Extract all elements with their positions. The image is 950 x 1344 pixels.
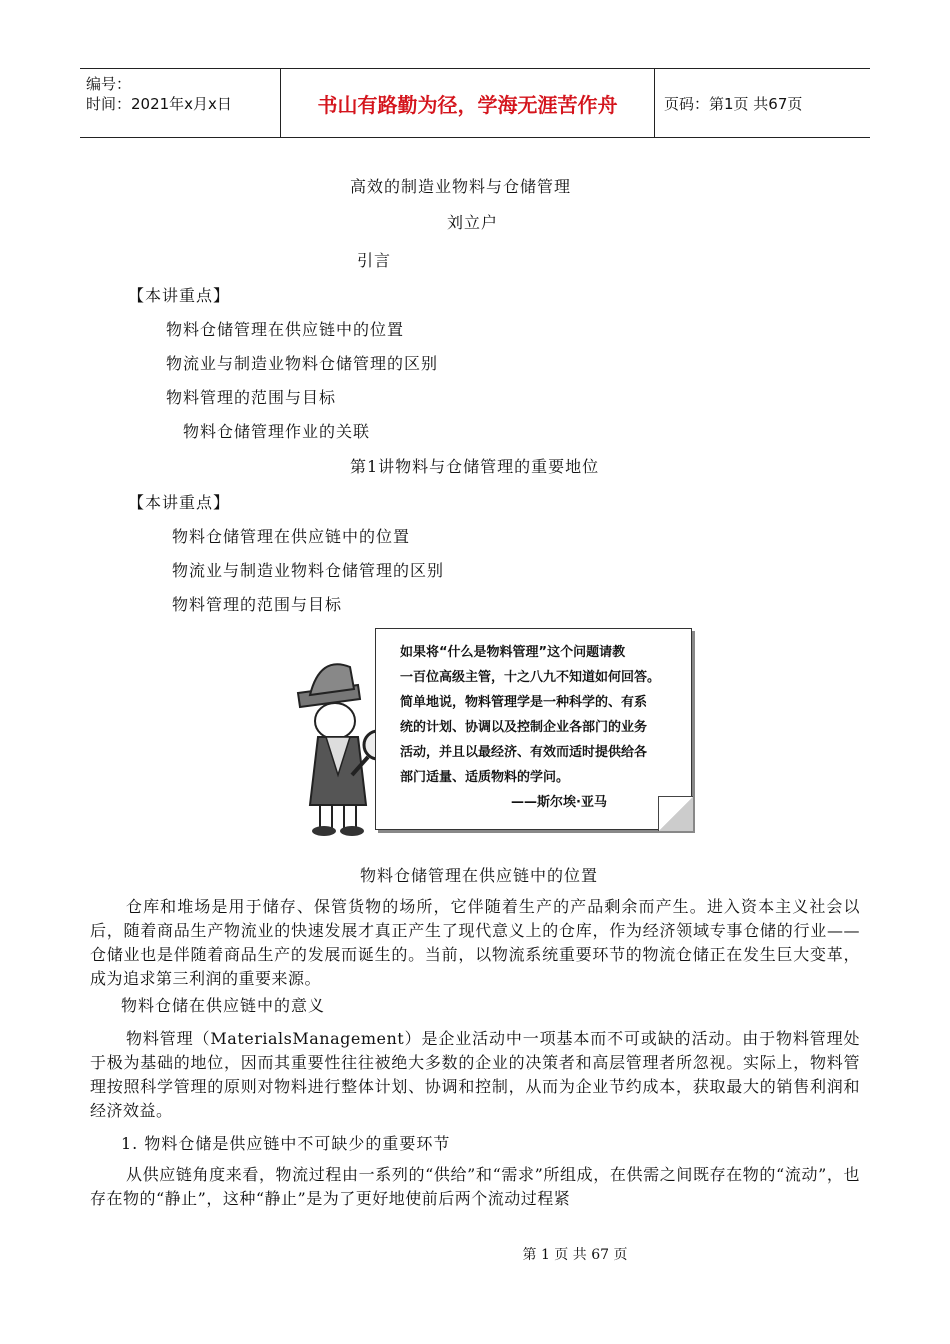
focus-label-1: 【本讲重点】 bbox=[128, 286, 231, 305]
quote-line: 统的计划、协调以及控制企业各部门的业务 bbox=[400, 720, 648, 735]
paragraph-2: 物料管理（MaterialsManagement）是企业活动中一项基本而不可或缺的活动。由于物料管理处于极为基础的地位，因而其重要性往往被绝大多数的企业的决策者和高层管理者所忽视。实际上，物料管理按照科学管理的原则对物料进行整体计划、协调和控制，从而为企业节约成本，获取最大的销售利润和经济效益。 bbox=[90, 1029, 860, 1120]
page-footer bbox=[0, 1244, 950, 1264]
focus1-item: 物料管理的范围与目标 bbox=[166, 388, 337, 407]
subheading: 物料仓储在供应链中的意义 bbox=[121, 996, 326, 1015]
quote-line: 如果将“什么是物料管理”这个问题请教 bbox=[400, 645, 626, 660]
focus1-item: 物料仓储管理作业的关联 bbox=[183, 422, 371, 441]
header-motto: 书山有路勤为径，学海无涯苦作舟 bbox=[281, 69, 655, 137]
quote-line: 部门适量、适质物料的学问。 bbox=[400, 770, 570, 785]
page-header bbox=[80, 68, 870, 138]
quote-attribution: ——斯尔埃·亚马 bbox=[511, 795, 607, 810]
intro-heading: 引言 bbox=[357, 251, 392, 270]
lecture-title: 第1讲物料与仓储管理的重要地位 bbox=[350, 457, 600, 476]
paragraph-3: 从供应链角度来看，物流过程由一系列的“供给”和“需求”所组成，在供需之间既存在物的“流动”，也存在物的“静止”，这种“静止”是为了更好地使前后两个流动过程紧 bbox=[90, 1165, 860, 1208]
quote-illustration bbox=[280, 625, 700, 840]
doc-title: 高效的制造业物料与仓储管理 bbox=[350, 177, 572, 196]
focus2-item: 物料管理的范围与目标 bbox=[172, 595, 343, 614]
footer-page-number: 第 1 页 共 67 页 bbox=[522, 1247, 628, 1263]
number-label: 编号： bbox=[86, 75, 132, 93]
paragraph-1: 仓库和堆场是用于储存、保管货物的场所，它伴随着生产的产品剩余而产生。进入资本主义社会以后，随着商品生产物流业的快速发展才真正产生了现代意义上的仓库，作为经济领域专事仓储的行业——仓储业也是伴随着商品生产的发展而诞生的。当前，以物流系统重要环节的物流仓储正在发生巨大变革，成为追求第三利润的重要来源。 bbox=[90, 897, 860, 988]
focus2-item: 物流业与制造业物料仓储管理的区别 bbox=[172, 561, 445, 580]
focus1-item: 物料仓储管理在供应链中的位置 bbox=[166, 320, 405, 339]
header-page-label: 页码：第1页 共67页 bbox=[664, 94, 803, 113]
header-meta bbox=[80, 69, 281, 137]
doc-author: 刘立户 bbox=[447, 213, 499, 232]
focus2-item: 物料仓储管理在供应链中的位置 bbox=[172, 527, 411, 546]
list-item-1: 1. 物料仓储是供应链中不可缺少的重要环节 bbox=[121, 1134, 451, 1153]
focus1-item: 物流业与制造业物料仓储管理的区别 bbox=[166, 354, 439, 373]
focus-label-2: 【本讲重点】 bbox=[128, 493, 231, 512]
quote-note bbox=[375, 628, 692, 830]
quote-line: 一百位高级主管，十之八九不知道如何回答。 bbox=[400, 670, 661, 685]
quote-line: 简单地说，物料管理学是一种科学的、有系 bbox=[400, 695, 648, 710]
date-label: 时间：2021年x月x日 bbox=[86, 95, 232, 113]
page-curl bbox=[658, 796, 693, 831]
section-title: 物料仓储管理在供应链中的位置 bbox=[360, 866, 599, 885]
quote-line: 活动，并且以最经济、有效而适时提供给各 bbox=[400, 745, 648, 760]
